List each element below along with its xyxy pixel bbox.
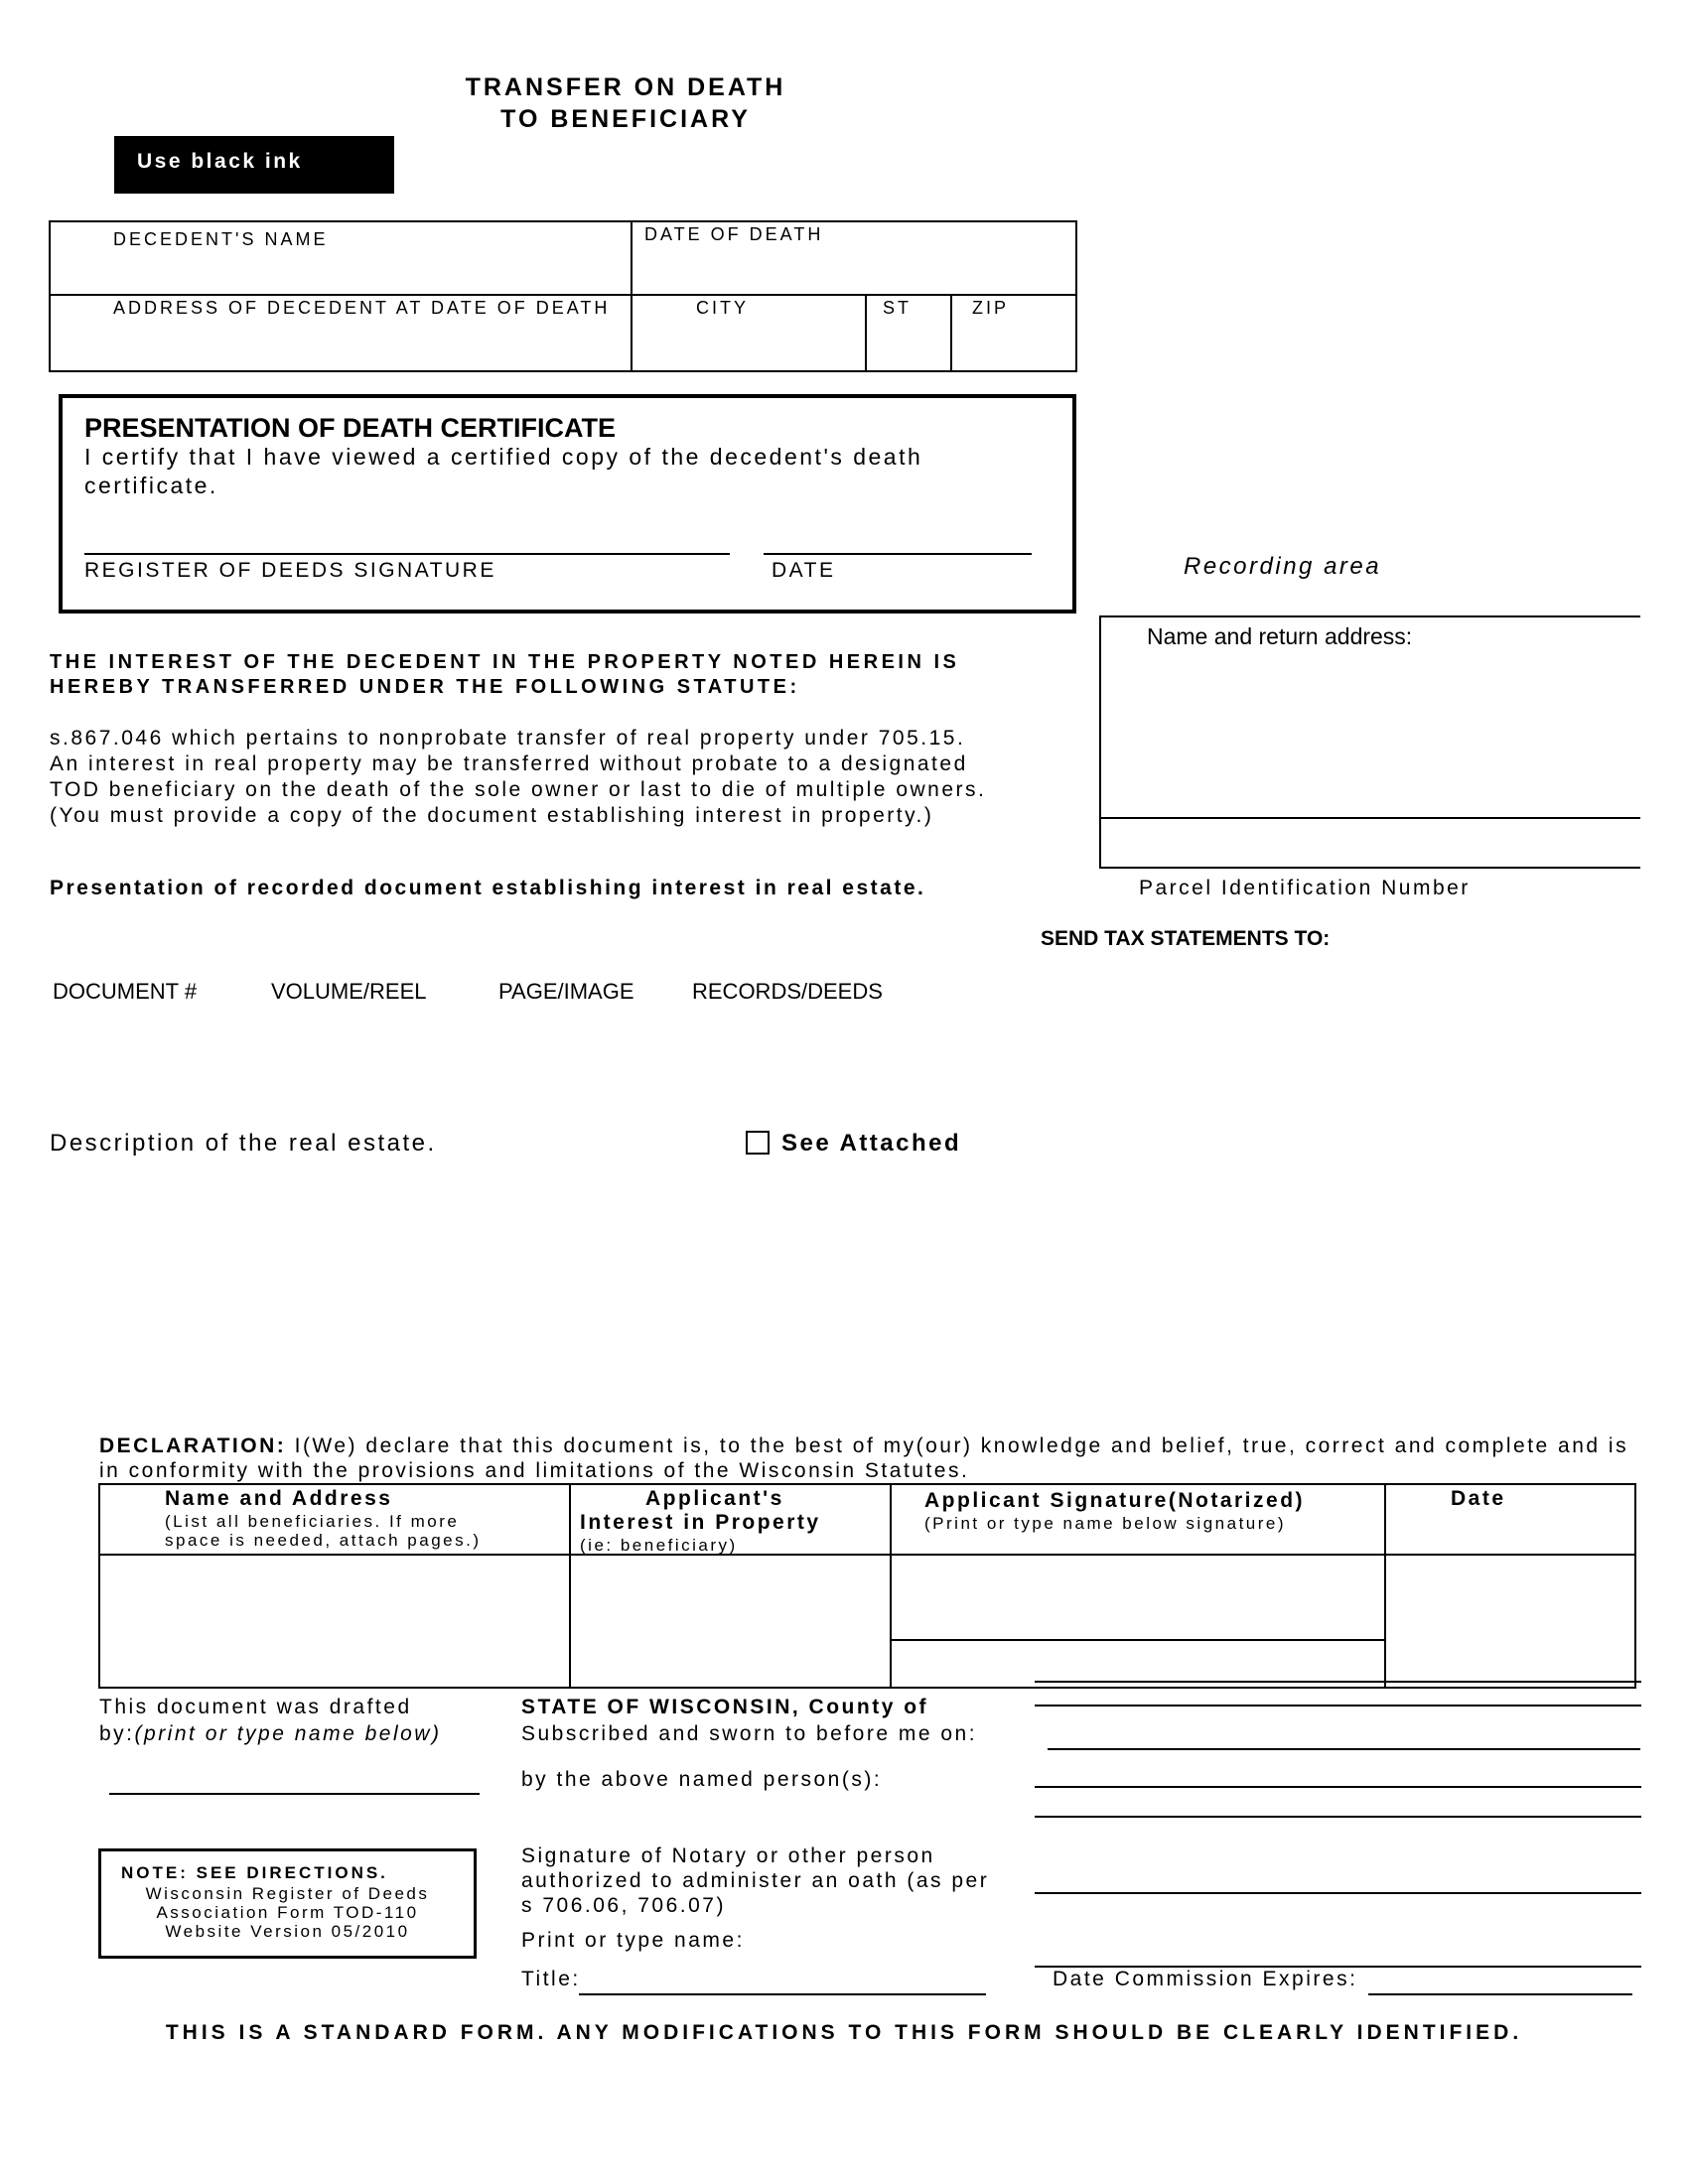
- named-persons-line-2[interactable]: [1035, 1816, 1641, 1818]
- applicant-signature-cell[interactable]: [892, 1556, 1382, 1637]
- return-box-top-line: [1101, 615, 1640, 617]
- statute-heading-line2: HEREBY TRANSFERRED UNDER THE FOLLOWING STATUTE:: [50, 676, 800, 698]
- zip-field[interactable]: [972, 298, 1071, 367]
- decedent-address-label: ADDRESS OF DECEDENT AT DATE OF DEATH: [113, 298, 611, 318]
- records-deeds-label: RECORDS/DEEDS: [692, 979, 883, 1004]
- applicants-table: [98, 1483, 1636, 1689]
- death-certificate-box: [59, 394, 1076, 614]
- return-address-label: Name and return address:: [1147, 623, 1413, 649]
- county-line-2[interactable]: [1035, 1705, 1641, 1706]
- volume-reel-label: VOLUME/REEL: [271, 979, 427, 1004]
- certificate-date-line[interactable]: [764, 553, 1032, 555]
- col-signature-title: Applicant Signature(Notarized): [924, 1489, 1306, 1512]
- statute-line1: s.867.046 which pertains to nonprobate transfer of real property under 705.15.: [50, 727, 966, 750]
- declaration-lead: DECLARATION:: [99, 1434, 287, 1457]
- col-interest-header: [580, 1487, 888, 1556]
- drafted-instruction: (print or type name below): [134, 1722, 442, 1745]
- col-interest-sub: (ie: beneficiary): [580, 1536, 738, 1555]
- note-line1: Wisconsin Register of Deeds: [145, 1884, 430, 1903]
- statute-line3: TOD beneficiary on the death of the sole owner or last to die of multiple owners.: [50, 778, 987, 801]
- col-date-header: Date: [1451, 1487, 1506, 1510]
- state-label: ST: [883, 298, 913, 318]
- page-image-label: PAGE/IMAGE: [498, 979, 634, 1004]
- form-title: [377, 71, 874, 135]
- statute-text: [50, 726, 1092, 829]
- title-line[interactable]: [579, 1993, 986, 1995]
- ink-notice-badge: Use black ink: [114, 136, 394, 194]
- named-persons-label: by the above named person(s):: [521, 1768, 883, 1791]
- notary-signature-label: [521, 1843, 989, 1918]
- col-name-address-sub2: space is needed, attach pages.): [165, 1531, 482, 1550]
- notary-sig-line3: s 706.06, 706.07): [521, 1894, 726, 1917]
- real-estate-description-label: Description of the real estate.: [50, 1130, 437, 1157]
- drafted-prefix: by:: [99, 1722, 135, 1745]
- send-tax-label: SEND TAX STATEMENTS TO:: [1041, 927, 1331, 950]
- certificate-title: PRESENTATION OF DEATH CERTIFICATE: [84, 413, 616, 443]
- recorded-document-heading: Presentation of recorded document establishing interest in real estate.: [50, 877, 926, 899]
- decedent-table: [49, 220, 1077, 372]
- form-title-line2: TO BENEFICIARY: [500, 105, 751, 133]
- named-persons-line[interactable]: [1035, 1786, 1641, 1788]
- sworn-label: Subscribed and sworn to before me on:: [521, 1722, 978, 1745]
- notary-sig-line2: authorized to administer an oath (as per: [521, 1869, 990, 1892]
- return-box-bottom-line: [1101, 867, 1640, 869]
- state-field[interactable]: [883, 298, 948, 367]
- print-name-label: Print or type name:: [521, 1929, 745, 1952]
- drafted-line1: This document was drafted: [99, 1696, 412, 1718]
- col-interest-title1: Applicant's: [645, 1487, 784, 1510]
- applicant-date-cell[interactable]: [1386, 1556, 1634, 1687]
- col-name-address-title: Name and Address: [165, 1487, 393, 1510]
- decedent-name-field[interactable]: [113, 227, 630, 292]
- statute-heading: [50, 650, 959, 700]
- note-heading: NOTE: SEE DIRECTIONS.: [121, 1863, 388, 1882]
- certificate-text: I certify that I have viewed a certified copy of the decedent's death certificate.: [84, 444, 923, 498]
- county-line[interactable]: [1035, 1681, 1641, 1683]
- notary-sig-line1: Signature of Notary or other person: [521, 1844, 935, 1867]
- declaration-text: [99, 1433, 1648, 1483]
- col-signature-header: [924, 1489, 1305, 1534]
- form-title-line1: TRANSFER ON DEATH: [465, 73, 786, 101]
- sworn-date-line[interactable]: [1048, 1748, 1640, 1750]
- note-line2: Association Form TOD-110: [156, 1903, 419, 1922]
- see-attached-label: See Attached: [781, 1130, 962, 1157]
- directions-note-box: [98, 1848, 477, 1959]
- statute-line2: An interest in real property may be transferred without probate to a designated: [50, 752, 968, 775]
- drafted-by-line[interactable]: [109, 1793, 480, 1795]
- city-field[interactable]: [696, 298, 863, 367]
- register-signature-label: REGISTER OF DEEDS SIGNATURE: [84, 559, 496, 582]
- return-address-box[interactable]: [1099, 615, 1640, 869]
- note-line3: Website Version 05/2010: [165, 1922, 410, 1941]
- notary-signature-line[interactable]: [1035, 1892, 1641, 1894]
- decedent-name-label: DECEDENT'S NAME: [113, 229, 329, 249]
- decedent-table-col-divider: [950, 294, 952, 370]
- date-of-death-label: DATE OF DEATH: [644, 224, 824, 244]
- notary-header: [521, 1694, 977, 1747]
- date-of-death-field[interactable]: [644, 224, 1071, 292]
- certificate-date-label: DATE: [772, 559, 836, 582]
- register-signature-line[interactable]: [84, 553, 730, 555]
- standard-form-notice: THIS IS A STANDARD FORM. ANY MODIFICATIONS TO THIS FORM SHOULD BE CLEARLY IDENTIFIED.: [165, 2021, 1523, 2044]
- state-county-label: STATE OF WISCONSIN, County of: [521, 1696, 929, 1718]
- parcel-number-label: Parcel Identification Number: [1139, 877, 1471, 899]
- commission-expires-line[interactable]: [1368, 1993, 1632, 1995]
- col-name-address-header: [165, 1487, 482, 1551]
- return-box-divider: [1101, 817, 1640, 819]
- statute-heading-line1: THE INTEREST OF THE DECEDENT IN THE PROPERTY NOTED HEREIN IS: [50, 651, 960, 673]
- beneficiary-name-cell[interactable]: [102, 1556, 567, 1687]
- statute-line4: (You must provide a copy of the document establishing interest in property.): [50, 804, 934, 827]
- title-label: Title:: [521, 1968, 581, 1990]
- decedent-table-col-divider: [865, 294, 867, 370]
- col-signature-sub: (Print or type name below signature): [924, 1514, 1287, 1533]
- recording-area-label: Recording area: [1184, 553, 1382, 580]
- note-text: [101, 1884, 474, 1941]
- commission-expires-label: Date Commission Expires:: [1053, 1968, 1358, 1990]
- interest-cell[interactable]: [571, 1556, 888, 1687]
- see-attached-checkbox[interactable]: [746, 1131, 770, 1155]
- city-label: CITY: [696, 298, 750, 318]
- drafted-by-label: [99, 1694, 441, 1747]
- decedent-table-divider: [51, 294, 1075, 296]
- col-name-address-sub1: (List all beneficiaries. If more: [165, 1512, 460, 1531]
- declaration-body: I(We) declare that this document is, to the best of my(our) knowledge and belief, true, correct and complete and is in conformity with the provisions and limitations of the Wisconsin Statutes.: [99, 1434, 1629, 1482]
- col-interest-title2: Interest in Property: [580, 1511, 821, 1534]
- decedent-table-col-divider: [631, 222, 633, 370]
- document-number-label: DOCUMENT #: [53, 979, 198, 1004]
- decedent-address-field[interactable]: [113, 298, 630, 367]
- zip-label: ZIP: [972, 298, 1010, 318]
